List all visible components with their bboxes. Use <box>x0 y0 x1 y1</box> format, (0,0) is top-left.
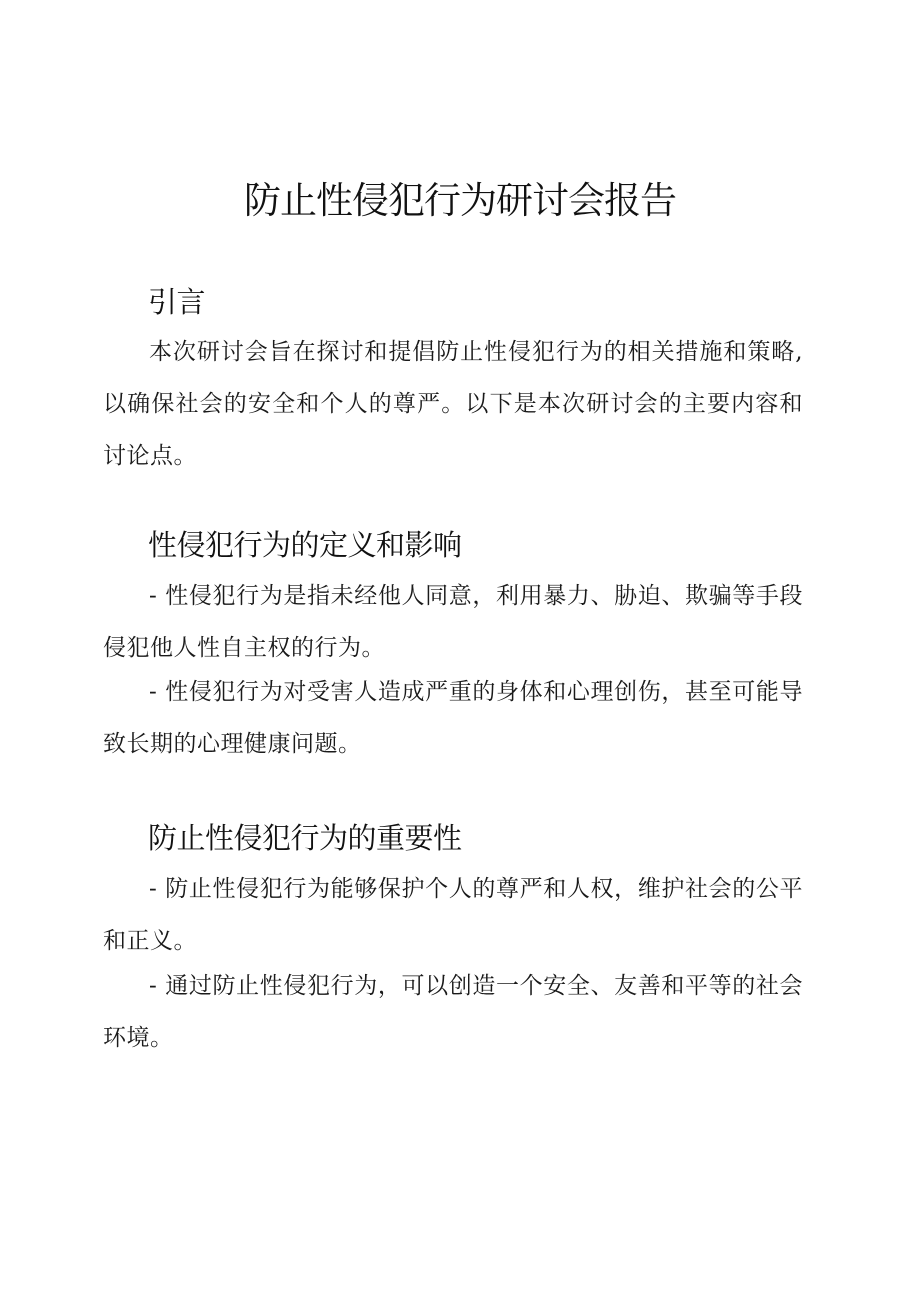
section-heading-introduction: 引言 <box>148 285 206 319</box>
section-heading-definition-impact: 性侵犯行为的定义和影响 <box>148 528 462 562</box>
importance-paragraph-dignity: - 防止性侵犯行为能够保护个人的尊严和人权，维护社会的公平和正义。 <box>103 876 803 954</box>
definition-paragraph: - 性侵犯行为是指未经他人同意，利用暴力、胁迫、欺骗等手段侵犯他人性自主权的行为。 <box>103 583 803 661</box>
importance-paragraph-environment: - 通过防止性侵犯行为，可以创造一个安全、友善和平等的社会环境。 <box>103 973 803 1051</box>
section-heading-importance: 防止性侵犯行为的重要性 <box>148 821 462 855</box>
introduction-paragraph: 本次研讨会旨在探讨和提倡防止性侵犯行为的相关措施和策略,以确保社会的安全和个人的尊严。以下是本次研讨会的主要内容和讨论点。 <box>103 339 803 469</box>
impact-paragraph: - 性侵犯行为对受害人造成严重的身体和心理创伤，甚至可能导致长期的心理健康问题。 <box>103 679 803 757</box>
document-title: 防止性侵犯行为研讨会报告 <box>244 179 676 222</box>
